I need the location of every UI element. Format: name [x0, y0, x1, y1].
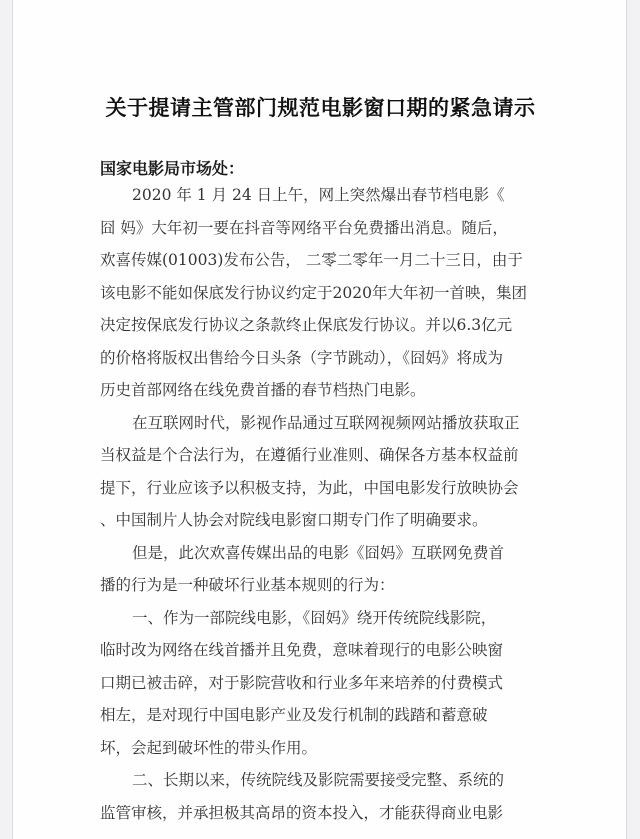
text-line: 、中国制片人协会对院线电影窗口期专门作了明确要求。: [100, 511, 488, 529]
text-line: 的价格将版权出售给今日头条（字节跳动），《囧妈》将成为: [100, 348, 504, 367]
document-title: 关于提请主管部门规范电影窗口期的紧急请示: [105, 96, 536, 120]
text-line: 但是，此次欢喜传媒出品的电影《囧妈》互联网免费首: [132, 543, 505, 562]
text-line: 提下，行业应该予以积极支持，为此，中国电影发行放映协会: [100, 478, 519, 497]
paragraph-1: [100, 179, 540, 407]
text-line: 监管审核，并承担极其高昂的资本投入，才能获得商业电影: [100, 803, 504, 822]
paragraph-3: [100, 537, 540, 602]
text-line: 该电影不能如保底发行协议约定于2020年大年初一首映，集团: [100, 283, 527, 302]
text-line: 播的行为是一种破坏行业基本规则的行为：: [100, 576, 395, 594]
paragraph-5: [100, 764, 540, 829]
text-line: 历史首部网络在线免费首播的春节档热门电影。: [100, 381, 426, 399]
text-line: 在互联网时代，影视作品通过互联网视频网站播放获取正: [132, 413, 520, 432]
text-line: 二、长期以来，传统院线及影院需要接受完整、系统的: [132, 771, 505, 789]
text-line: 坏，会起到破坏性的带头作用。: [100, 738, 318, 757]
text-line: 一、作为一部院线电影，《囧妈》绕开传统院线影院，: [132, 608, 497, 627]
document-body: [100, 179, 540, 829]
paragraph-2: [100, 407, 540, 537]
addressee: 国家电影局市场处：: [100, 159, 245, 178]
text-line: 决定按保底发行协议之条款终止保底发行协议。并以6.3亿元: [100, 316, 513, 334]
text-line: 欢喜传媒(01003)发布公告， 二零二零年一月二十三日，由于: [100, 251, 523, 269]
document-page: [12, 0, 627, 839]
paragraph-4: [100, 602, 540, 765]
text-line: 口期已被击碎，对于影院营收和行业多年来培养的付费模式: [100, 673, 504, 692]
text-line: 2020 年 1 月 24 日上午，网上突然爆出春节档电影《: [132, 186, 505, 204]
text-line: 当权益是个合法行为，在遵循行业准则、确保各方基本权益前: [100, 446, 519, 464]
text-line: 相左，是对现行中国电影产业及发行机制的践踏和蓄意破: [100, 706, 488, 724]
text-line: 囧 妈》大年初一要在抖音等网络平台免费播出消息。随后，: [100, 218, 508, 237]
text-line: 临时改为网络在线首播并且免费，意味着现行的电影公映窗: [100, 641, 504, 659]
